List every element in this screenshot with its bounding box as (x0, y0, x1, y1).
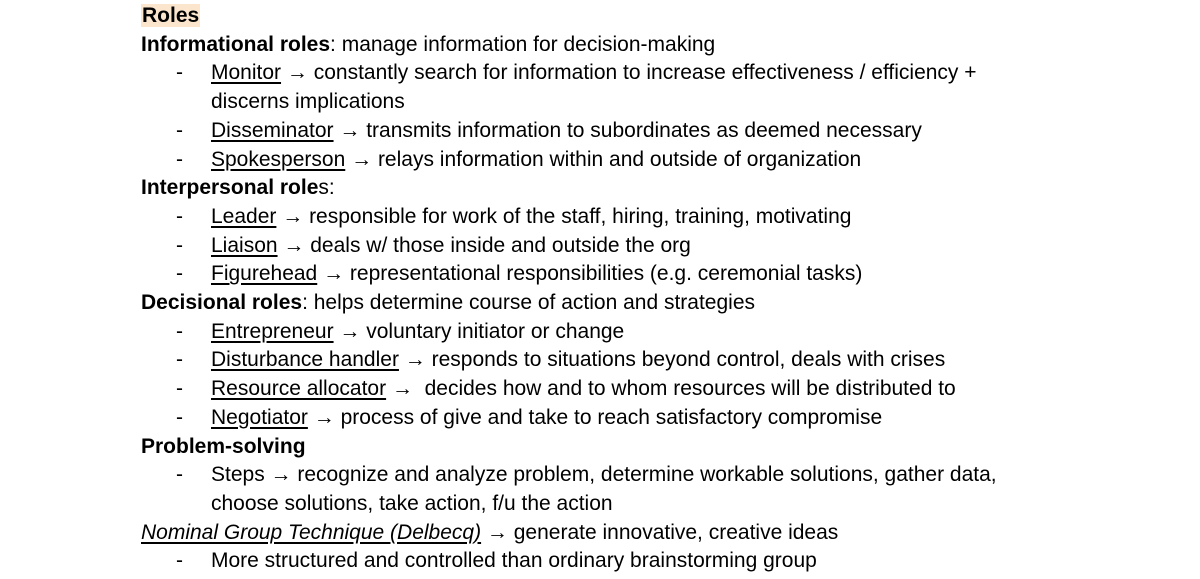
arrow-icon: → (282, 204, 304, 228)
item-text-continued: discerns implications (211, 90, 405, 114)
term-disturbance-handler: Disturbance handler (211, 348, 399, 372)
arrow-icon: → (286, 61, 308, 85)
interpersonal-heading-tail: s (318, 176, 329, 200)
list-item-negotiator (141, 404, 1171, 433)
interpersonal-heading-colon: : (328, 176, 335, 200)
bullet-dash: - (176, 463, 183, 487)
arrow-icon: → (323, 262, 345, 286)
informational-heading (141, 31, 1171, 60)
page-title (141, 2, 1171, 31)
decisional-heading-label: Decisional roles (141, 291, 303, 315)
item-text: More structured and controlled than ordinary brainstorming group (211, 549, 817, 573)
decisional-heading (141, 289, 1171, 318)
item-text: transmits information to subordinates as deemed necessary (360, 118, 922, 142)
term-spokesperson: Spokesperson (211, 147, 346, 171)
item-text: deals w/ those inside and outside the org (304, 233, 691, 257)
bullet-dash: - (176, 233, 183, 257)
list-item-entrepreneur (141, 318, 1171, 347)
list-item-disturbance-handler (141, 346, 1171, 375)
list-item-spokesperson (141, 146, 1171, 175)
problem-solving-heading: Problem-solving (141, 434, 306, 458)
term-monitor: Monitor (211, 61, 282, 85)
item-text: responds to situations beyond control, deals with crises (425, 348, 946, 372)
list-item-leader (141, 203, 1171, 232)
ngt-heading-desc: generate innovative, creative ideas (507, 520, 839, 544)
arrow-icon: → (404, 348, 426, 372)
term-steps: Steps (211, 463, 265, 487)
document-body (141, 2, 1171, 576)
bullet-dash: - (176, 549, 183, 573)
list-item-resource-allocator (141, 375, 1171, 404)
ngt-heading-label: Nominal Group Technique (Delbecq) (141, 520, 482, 544)
list-item-monitor-continued (141, 88, 1171, 117)
arrow-icon: → (283, 233, 305, 257)
term-leader: Leader (211, 204, 277, 228)
list-item-liaison (141, 232, 1171, 261)
interpersonal-heading (141, 174, 1171, 203)
informational-heading-desc: : manage information for decision-making (330, 32, 716, 56)
bullet-dash: - (176, 405, 183, 429)
item-text: voluntary initiator or change (360, 319, 625, 343)
term-entrepreneur: Entrepreneur (211, 319, 334, 343)
decisional-heading-desc: : helps determine course of action and strategies (302, 291, 756, 315)
bullet-dash: - (176, 61, 183, 85)
highlighted-title: Roles (142, 4, 200, 27)
arrow-icon: → (486, 520, 508, 544)
item-text: representational responsibilities (e.g. ceremonial tasks) (344, 262, 863, 286)
term-disseminator: Disseminator (211, 118, 334, 142)
term-negotiator: Negotiator (211, 405, 308, 429)
bullet-dash: - (176, 262, 183, 286)
bullet-dash: - (176, 348, 183, 372)
term-resource-allocator: Resource allocator (211, 377, 387, 401)
item-text-continued: choose solutions, take action, f/u the action (211, 491, 613, 515)
bullet-dash: - (176, 204, 183, 228)
arrow-icon: → (391, 377, 413, 401)
term-liaison: Liaison (211, 233, 278, 257)
item-text: responsible for work of the staff, hiring, training, motivating (303, 204, 852, 228)
item-text: relays information within and outside of organization (372, 147, 862, 171)
list-item-disseminator (141, 117, 1171, 146)
item-text: constantly search for information to increase effectiveness / efficiency + (307, 61, 977, 85)
term-figurehead: Figurehead (211, 262, 318, 286)
bullet-dash: - (176, 147, 183, 171)
ngt-heading (141, 519, 1171, 548)
list-item-monitor (141, 59, 1171, 88)
arrow-icon: → (339, 319, 361, 343)
list-item-steps (141, 461, 1171, 490)
informational-heading-label: Informational roles (141, 32, 331, 56)
item-text: decides how and to whom resources will be distributed to (412, 377, 956, 401)
list-item-ngt (141, 547, 1171, 576)
list-item-figurehead (141, 260, 1171, 289)
arrow-icon: → (351, 147, 373, 171)
item-text: process of give and take to reach satisfactory compromise (334, 405, 883, 429)
arrow-icon: → (339, 118, 361, 142)
bullet-dash: - (176, 118, 183, 142)
arrow-icon: → (270, 463, 292, 487)
interpersonal-heading-label: Interpersonal role (141, 176, 319, 200)
arrow-icon: → (313, 405, 335, 429)
list-item-steps-continued (141, 490, 1171, 519)
bullet-dash: - (176, 377, 183, 401)
item-text: recognize and analyze problem, determine workable solutions, gather data, (291, 463, 997, 487)
bullet-dash: - (176, 319, 183, 343)
